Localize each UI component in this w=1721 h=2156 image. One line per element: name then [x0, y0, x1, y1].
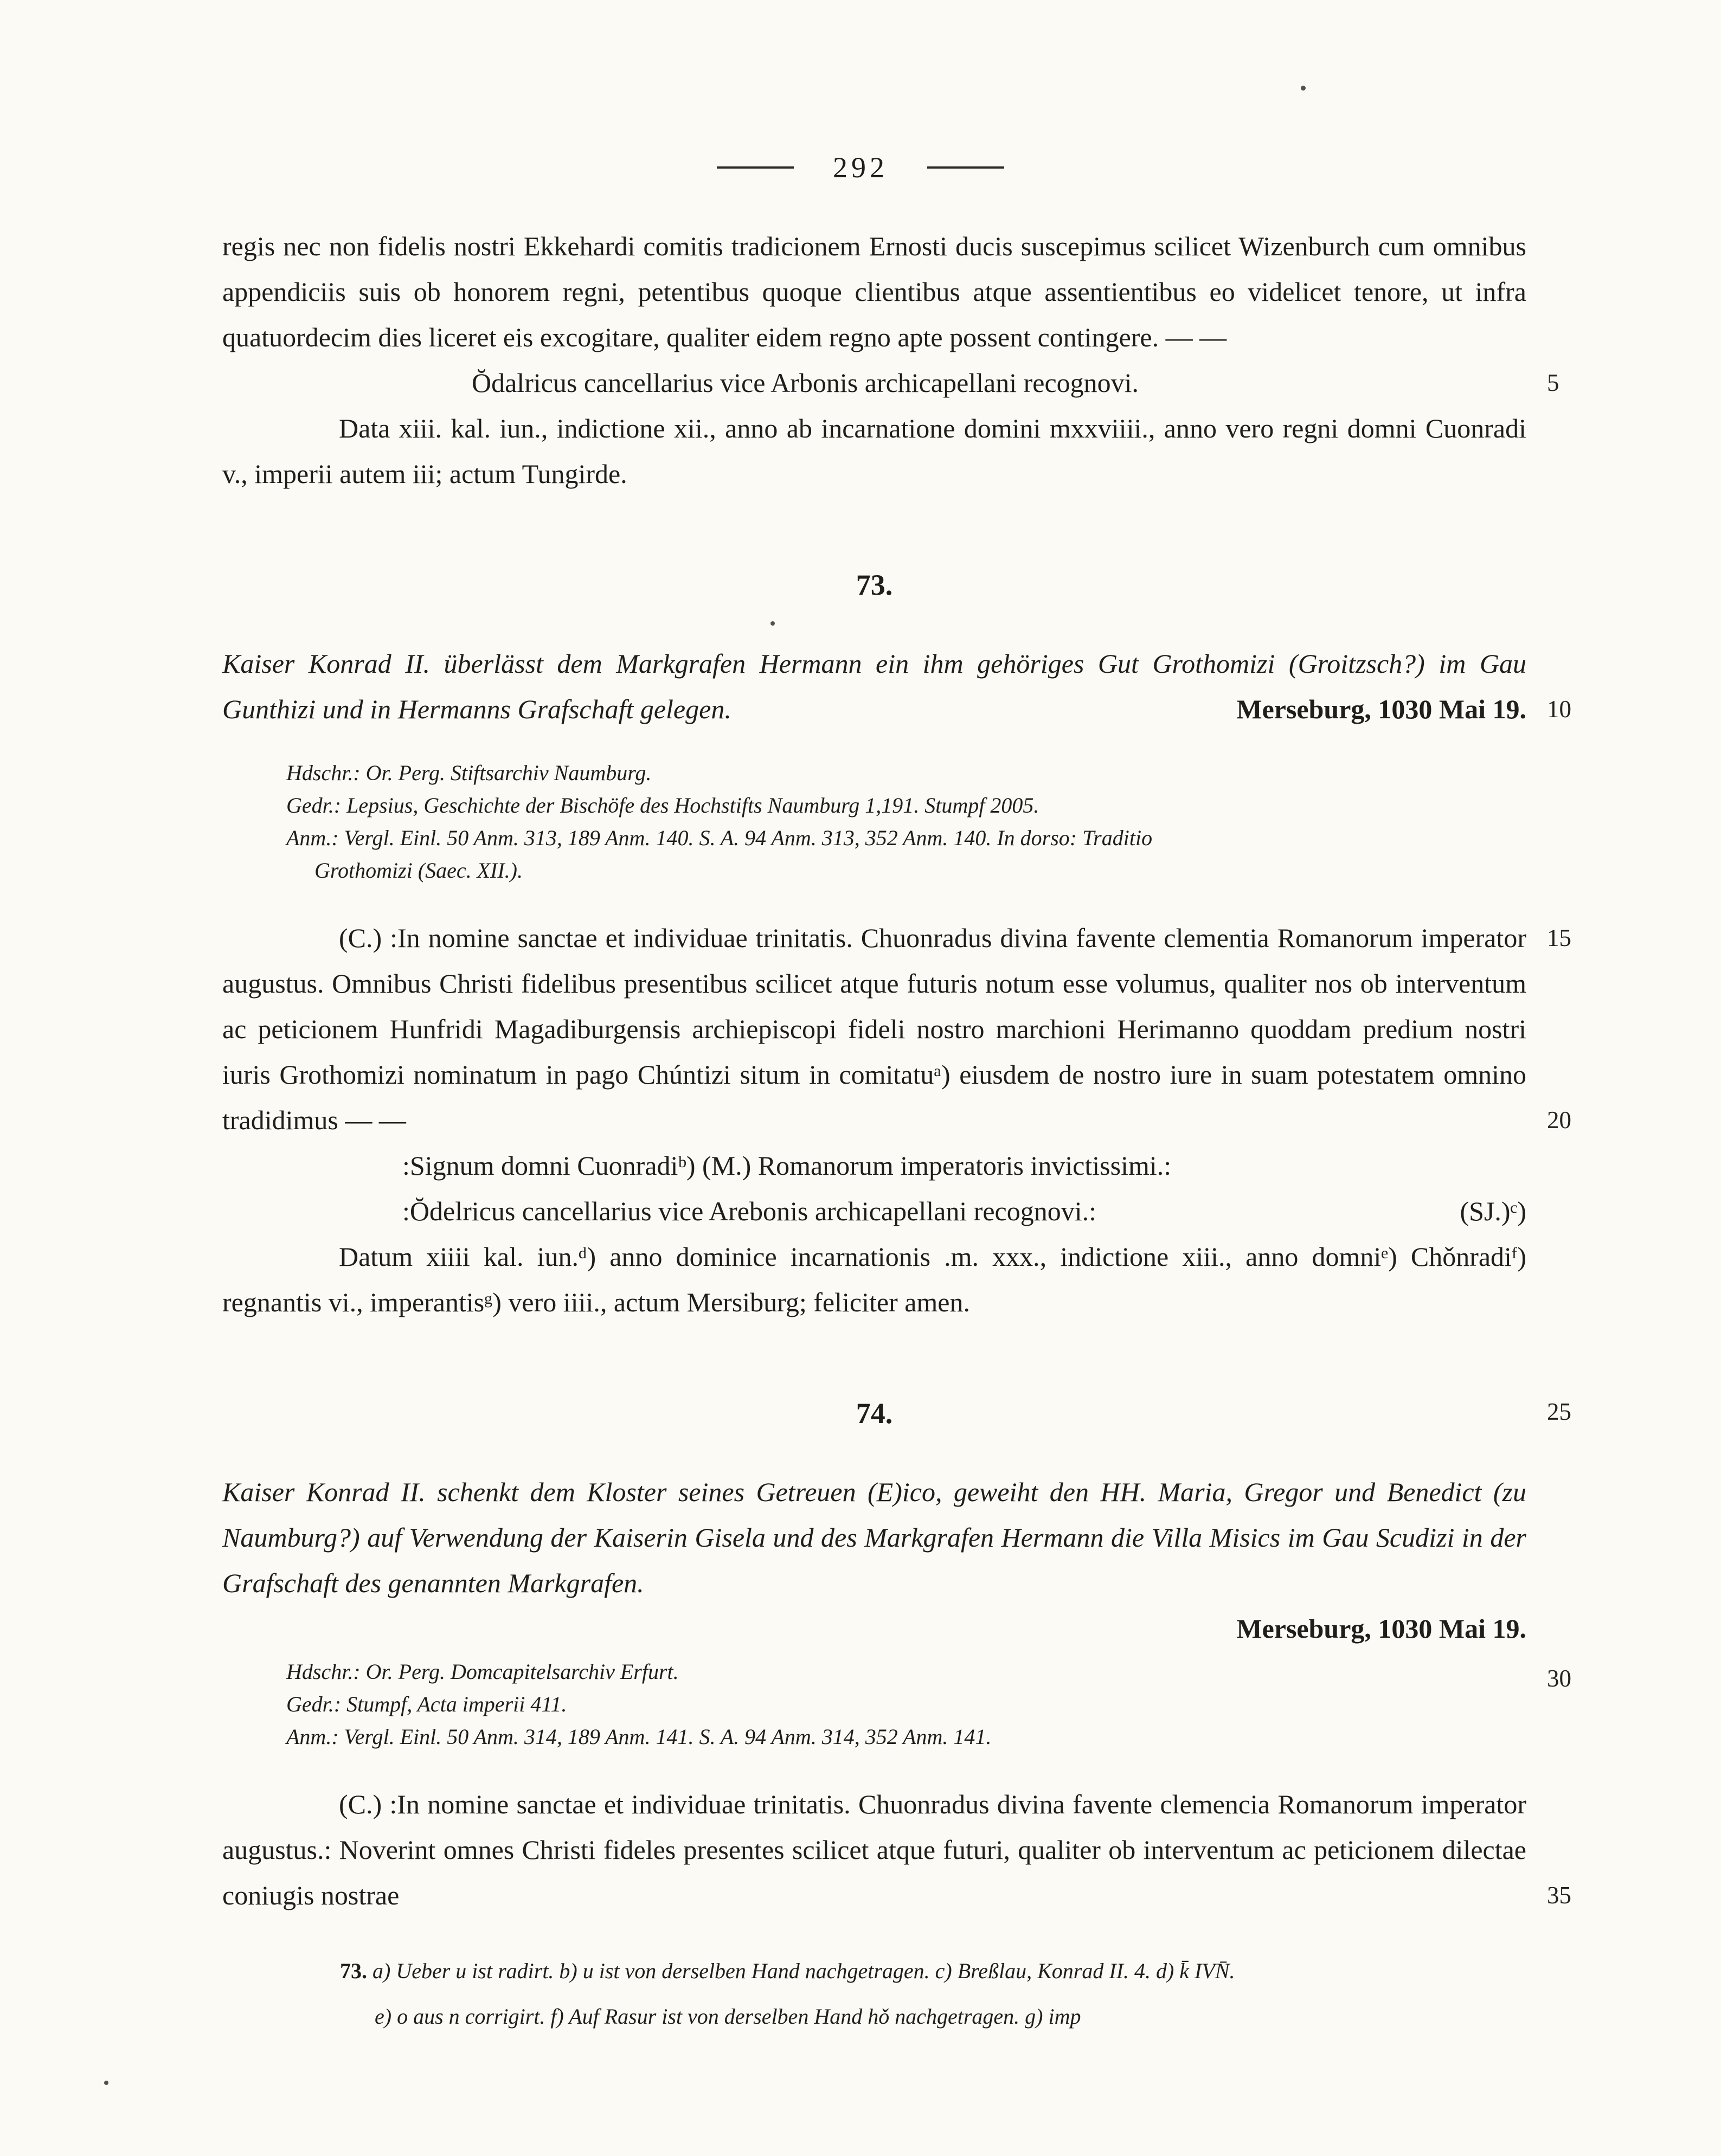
doc74-number-text: 74.	[856, 1397, 893, 1430]
doc74	[222, 1389, 1571, 1918]
doc73-apparatus	[286, 757, 1526, 887]
doc73-date: Merseburg, 1030 Mai 19.	[1236, 694, 1526, 724]
doc72-paragraph: regis nec non fidelis nostri Ekkehardi comitis tradicionem Ernosti ducis suscepimus scilicet Wizenburch cum omnibus appendiciis suis ob honorem regni, petentibus quoque clientibus atque assentientibus eo videlicet tenore, ut infra quatuordecim dies liceret eis excogitare, qualiter eidem regno apte possent contingere. — —	[222, 231, 1526, 352]
doc74-apparatus-anm: Anm.: Vergl. Einl. 50 Anm. 314, 189 Anm. 141. S. A. 94 Anm. 314, 352 Anm. 141.	[286, 1724, 992, 1749]
doc74-body-wrap	[222, 1781, 1571, 1918]
doc73-number: 73.	[856, 569, 893, 601]
page-number: 292	[833, 151, 888, 184]
footnote-line-1-text: a) Ueber u ist radirt. b) u ist von derselben Hand nachgetragen. c) Breßlau, Konrad II. 4. d) k̄ IVN̄.	[373, 1959, 1235, 1983]
doc73-summary-wrap	[222, 641, 1571, 732]
doc73-signum-text: :Signum domni Cuonradiᵇ) (M.) Romanorum imperatoris invictissimi.:	[402, 1150, 1172, 1181]
footnote-label: 73.	[340, 1959, 367, 1983]
margin-line-number-25: 25	[1547, 1398, 1571, 1425]
doc72-recognition-text: Ŏdalricus cancellarius vice Arbonis archicapellani recognovi.	[472, 368, 1139, 398]
doc72-datum: Data xiii. kal. iun., indictione xii., anno ab incarnatione domini mxxviiii., anno vero regni domni Cuonradi v., imperii autem iii; actum Tungirde.	[222, 413, 1526, 489]
margin-line-number-10: 10	[1547, 696, 1571, 723]
doc72-recognition-line	[222, 360, 1559, 406]
footnote-line-1	[340, 1948, 1526, 1994]
margin-line-number-15: 15	[1547, 924, 1571, 951]
doc73-datum: Datum xiiii kal. iun.ᵈ) anno dominice incarnationis .m. xxx., indictione xiii., anno domniᵉ) Chǒnradiᶠ) regnantis vi., imperantisᵍ) vero iiii., actum Mersiburg; feliciter amen.	[222, 1241, 1526, 1317]
scan-speck	[104, 2081, 108, 2085]
margin-line-number-30: 30	[1547, 1665, 1571, 1692]
text-column	[222, 223, 1571, 2039]
doc74-summary-wrap	[222, 1469, 1526, 1606]
footnote-line-2: e) o aus n corrigirt. f) Auf Rasur ist von derselben Hand hǒ nachgetragen. g) imp	[375, 2004, 1081, 2029]
doc73-seal-note: (SJ.)ᶜ)	[1460, 1196, 1526, 1226]
footnotes-block	[340, 1948, 1526, 2039]
header-rule-right	[927, 166, 1004, 169]
doc73-apparatus-anm-cont: Grothomizi (Saec. XII.).	[314, 858, 523, 883]
doc73-body: (C.) :In nomine sanctae et individuae trinitatis. Chuonradus divina favente clementia Romanorum imperator augustus. Omnibus Christi fidelibus presentibus scilicet atque futuris notum esse volumus, qualiter nos ob interventum ac peticionem Hunfridi Magadiburgensis archiepiscopi fideli nostro marchioni Herimanno quoddam predium nostri iuris Grothomizi nominatum in pago Chúntizi situm in comitatuᵃ) eiusdem de nostro iure in suam potestatem omnino tradidimus — —	[222, 923, 1526, 1135]
header-rule-left	[717, 166, 794, 169]
doc74-apparatus	[286, 1656, 1571, 1753]
doc73-signum-line	[222, 1143, 1526, 1188]
margin-line-number-5: 5	[1547, 369, 1559, 396]
doc73-recognition-line	[222, 1188, 1526, 1234]
margin-line-number-20: 20	[1547, 1106, 1571, 1134]
doc74-date: Merseburg, 1030 Mai 19.	[1236, 1613, 1526, 1644]
doc73-apparatus-anm: Anm.: Vergl. Einl. 50 Anm. 313, 189 Anm. 140. S. A. 94 Anm. 313, 352 Anm. 140. In dorso: Traditio	[286, 826, 1153, 850]
scan-speck	[1301, 86, 1306, 91]
doc73-body-wrap	[222, 915, 1571, 1143]
doc73-apparatus-gedr: Gedr.: Lepsius, Geschichte der Bischöfe des Hochstifts Naumburg 1,191. Stumpf 2005.	[286, 793, 1039, 818]
scan-speck	[770, 621, 775, 626]
margin-line-number-35: 35	[1547, 1882, 1571, 1909]
doc74-summary: Kaiser Konrad II. schenkt dem Kloster seines Getreuen (E)ico, geweiht den HH. Maria, Gregor und Benedict (zu Naumburg?) auf Verwendung der Kaiserin Gisela und des Markgrafen Hermann die Villa Misics im Gau Scudizi in der Grafschaft des genannten Markgrafen.	[222, 1477, 1526, 1598]
doc74-body: (C.) :In nomine sanctae et individuae trinitatis. Chuonradus divina favente clemencia Romanorum imperator augustus.: Noverint omnes Christi fideles presentes scilicet atque futuri, qualiter ob interventum ac peticionem dilectae coniugis nostrae	[222, 1789, 1526, 1910]
doc73	[222, 561, 1571, 1325]
doc73-apparatus-hdschr: Hdschr.: Or. Perg. Stiftsarchiv Naumburg.	[286, 761, 652, 785]
doc73-recognition-text: :Ŏdelricus cancellarius vice Arebonis archicapellani recognovi.:	[402, 1196, 1097, 1226]
page-header	[0, 0, 1721, 184]
doc74-number	[222, 1389, 1571, 1438]
doc73-summary: Kaiser Konrad II. überlässt dem Markgrafen Hermann ein ihm gehöriges Gut Grothomizi (Groitzsch?) im Gau Gunthizi und in Hermanns Grafschaft gelegen.	[222, 648, 1526, 724]
doc74-apparatus-hdschr: Hdschr.: Or. Perg. Domcapitelsarchiv Erfurt.	[286, 1659, 679, 1684]
doc72-continuation	[222, 223, 1559, 497]
doc74-apparatus-gedr: Gedr.: Stumpf, Acta imperii 411.	[286, 1692, 567, 1716]
